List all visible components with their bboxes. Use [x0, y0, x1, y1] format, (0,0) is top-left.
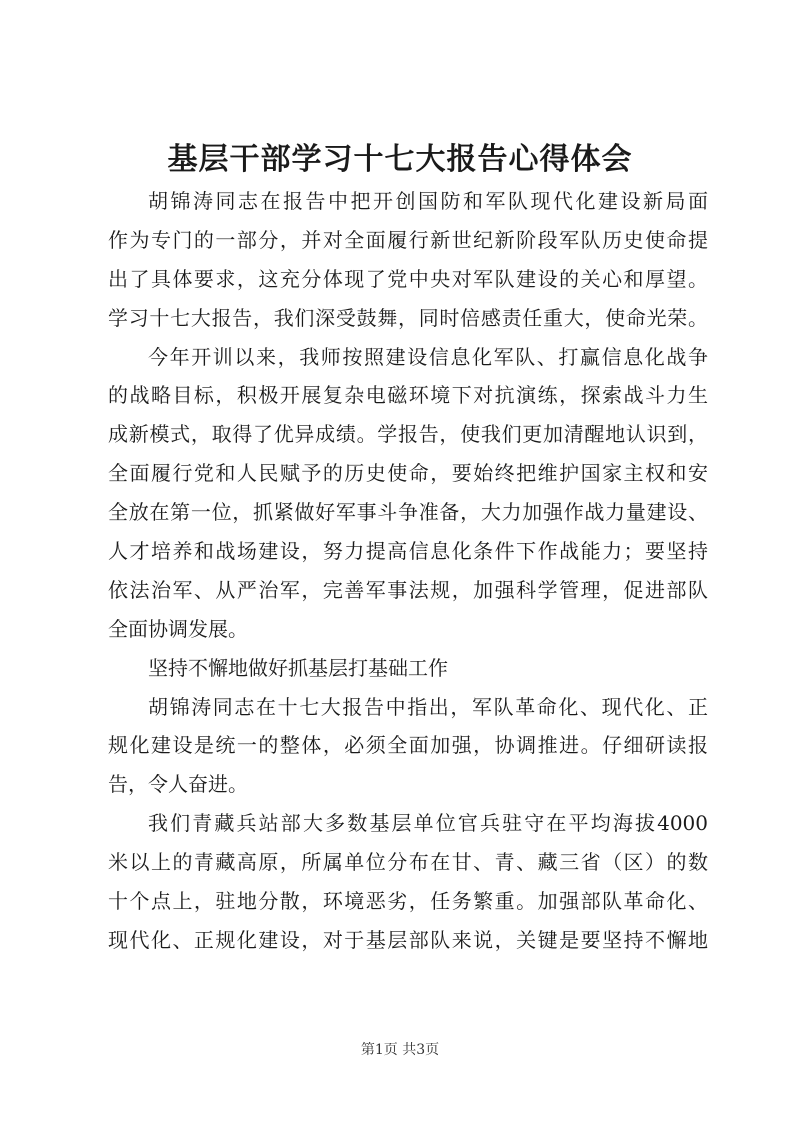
- text-line: 人才培养和战场建设，努力提高信息化条件下作战能力；要坚持: [108, 539, 708, 564]
- text-line: 全面协调发展。: [108, 616, 248, 641]
- text-line: 十个点上，驻地分散，环境恶劣，任务繁重。加强部队革命化、: [108, 889, 708, 914]
- text-line: 出了具体要求，这充分体现了党中央对军队建设的关心和厚望。: [108, 266, 708, 291]
- text-line: 今年开训以来，我师按照建设信息化军队、打赢信息化战争: [148, 344, 708, 369]
- text-line: 胡锦涛同志在十七大报告中指出，军队革命化、现代化、正: [148, 694, 708, 719]
- document-body: [108, 182, 708, 960]
- text-line: 的战略目标，积极开展复杂电磁环境下对抗演练，探索战斗力生: [108, 383, 708, 408]
- text-line: 规化建设是统一的整体，必须全面加强，协调推进。仔细研读报: [108, 733, 708, 758]
- text-line: 学习十七大报告，我们深受鼓舞，同时倍感责任重大，使命光荣。: [108, 305, 708, 330]
- text-line: 作为专门的一部分，并对全面履行新世纪新阶段军队历史使命提: [108, 227, 708, 252]
- text-line: 米以上的青藏高原，所属单位分布在甘、青、藏三省（区）的数: [108, 850, 708, 875]
- text-line: 现代化、正规化建设，对于基层部队来说，关键是要坚持不懈地: [108, 927, 708, 952]
- text-line: 我们青藏兵站部大多数基层单位官兵驻守在平均海拔4000: [148, 811, 708, 836]
- section-heading: 坚持不懈地做好抓基层打基础工作: [148, 655, 448, 680]
- document-title: 基层干部学习十七大报告心得体会: [167, 142, 633, 177]
- text-line: 告，令人奋进。: [108, 772, 248, 797]
- page-footer: 第1页 共3页: [360, 1042, 440, 1058]
- text-line: 成新模式，取得了优异成绩。学报告，使我们更加清醒地认识到，: [108, 422, 708, 447]
- text-line: 全面履行党和人民赋予的历史使命，要始终把维护国家主权和安: [108, 461, 708, 486]
- text-line: 依法治军、从严治军，完善军事法规，加强科学管理，促进部队: [108, 577, 708, 602]
- text-line: 全放在第一位，抓紧做好军事斗争准备，大力加强作战力量建设、: [108, 500, 708, 525]
- text-line: 胡锦涛同志在报告中把开创国防和军队现代化建设新局面: [148, 189, 708, 213]
